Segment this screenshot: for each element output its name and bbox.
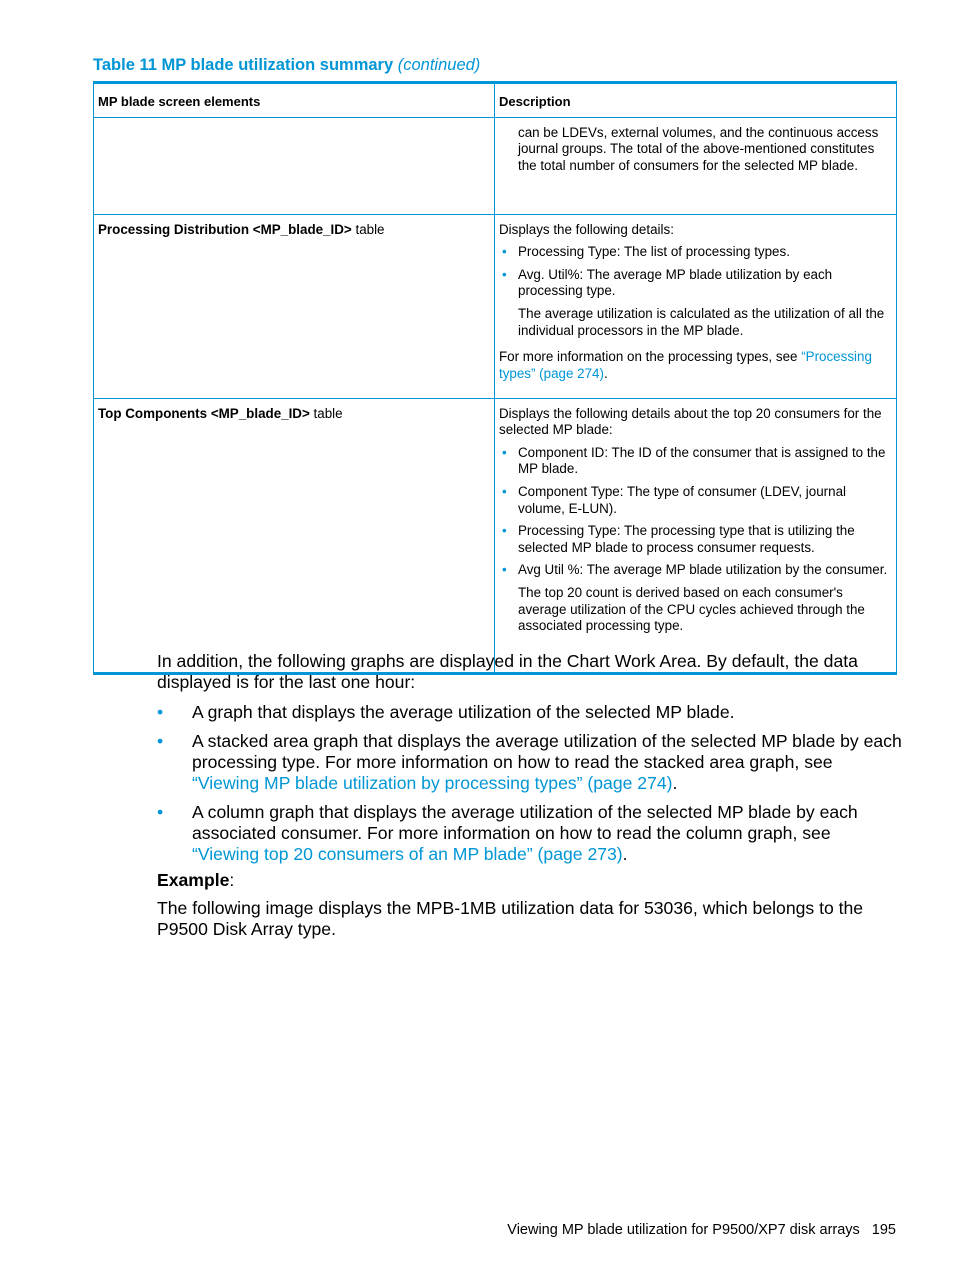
table-header-row	[94, 83, 897, 118]
header-description: Description	[495, 83, 897, 118]
table-caption-continued: (continued)	[397, 56, 481, 74]
top-consumers-link[interactable]: “Viewing top 20 consumers of an MP blade” (page 273)	[192, 844, 623, 864]
table-row	[94, 117, 897, 214]
graphs-list	[157, 702, 902, 873]
example-label: Example	[157, 870, 230, 890]
description-intro: Displays the following details:	[499, 221, 674, 237]
table-cell-description	[495, 214, 897, 398]
page-number: 195	[871, 1222, 896, 1238]
list-item: • Component ID: The ID of the consumer that is assigned to the MP blade.	[499, 445, 892, 478]
mp-blade-summary-table	[93, 81, 897, 675]
processing-types-graph-link[interactable]: “Viewing MP blade utilization by processing types” (page 274)	[192, 773, 673, 793]
list-item	[157, 731, 902, 794]
list-item	[157, 802, 902, 865]
example-heading	[157, 870, 902, 891]
table-cell-description	[495, 117, 897, 214]
intro-paragraph: In addition, the following graphs are displayed in the Chart Work Area. By default, the data displayed is for the last one hour:	[157, 651, 858, 692]
table-row	[94, 214, 897, 398]
bullet-glyph: •	[157, 731, 164, 751]
list-item: • Component Type: The type of consumer (LDEV, journal volume, E-LUN).	[499, 484, 892, 517]
table-cell-element	[94, 398, 495, 673]
description-list	[499, 244, 892, 300]
element-suffix: table	[309, 405, 343, 421]
example-paragraph: The following image displays the MPB-1MB utilization data for 53036, which belongs to the P9500 Disk Array type.	[157, 898, 864, 939]
processing-types-link[interactable]: “Processing types” (page 274)	[499, 349, 872, 381]
bullet-glyph: •	[157, 802, 164, 822]
bullet-glyph: •	[157, 702, 164, 722]
description-list	[499, 445, 892, 579]
header-elements: MP blade screen elements	[94, 83, 495, 118]
bullet-text: A stacked area graph that displays the average utilization of the selected MP blade by each processing type. For more information on how to read the stacked area graph, see	[192, 731, 902, 772]
table-cell-empty	[94, 117, 495, 214]
more-info-text: For more information on the processing types, see	[499, 349, 802, 365]
bullet-text: A graph that displays the average utilization of the selected MP blade.	[192, 702, 735, 722]
element-name: Processing Distribution <MP_blade_ID>	[98, 221, 352, 237]
list-item: • Avg Util %: The average MP blade utilization by the consumer.	[499, 562, 892, 579]
list-item: • Avg. Util%: The average MP blade utilization by each processing type.	[499, 267, 892, 300]
description-note: The average utilization is calculated as the utilization of all the individual processors in the MP blade.	[518, 305, 885, 338]
element-suffix: table	[351, 221, 385, 237]
table-cell-element	[94, 214, 495, 398]
table-row	[94, 398, 897, 673]
more-info-end: .	[603, 365, 608, 381]
table-caption-title: Table 11 MP blade utilization summary	[93, 56, 394, 74]
table-cell-description	[495, 398, 897, 673]
footer-title: Viewing MP blade utilization for P9500/XP7 disk arrays	[507, 1222, 860, 1238]
description-note: The top 20 count is derived based on each consumer's average utilization of the CPU cycles achieved through the associated processing type.	[518, 584, 865, 634]
element-name: Top Components <MP_blade_ID>	[98, 405, 310, 421]
bullet-end: .	[672, 773, 678, 793]
page-footer	[507, 1222, 896, 1238]
list-item: • Processing Type: The processing type that is utilizing the selected MP blade to process consumer requests.	[499, 523, 892, 556]
description-intro: Displays the following details about the top 20 consumers for the selected MP blade:	[499, 405, 882, 438]
example-colon: :	[229, 870, 235, 890]
list-item	[157, 702, 902, 723]
table-caption	[93, 56, 480, 75]
list-item: • Processing Type: The list of processing types.	[499, 244, 892, 261]
description-more	[499, 349, 892, 382]
continued-description: can be LDEVs, external volumes, and the continuous access journal groups. The total of the above-mentioned constitutes the total number of consumers for the selected MP blade.	[518, 124, 879, 173]
bullet-end: .	[622, 844, 628, 864]
bullet-text: A column graph that displays the average utilization of the selected MP blade by each associated consumer. For more information on how to read the column graph, see	[192, 802, 858, 843]
